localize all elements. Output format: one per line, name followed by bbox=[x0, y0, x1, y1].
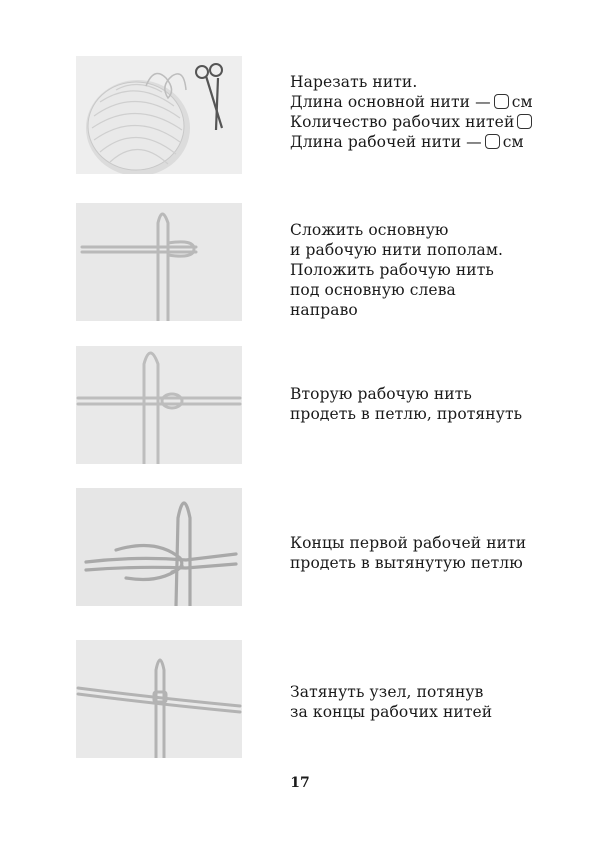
instruction-line bbox=[290, 92, 590, 112]
step-1-instructions bbox=[290, 72, 590, 152]
instruction-text: Количество рабочих нитей bbox=[290, 113, 515, 131]
step-3 bbox=[76, 346, 546, 466]
instruction-line bbox=[290, 112, 590, 132]
fill-in-box[interactable] bbox=[517, 114, 532, 129]
instruction-line: Вторую рабочую нить bbox=[290, 385, 472, 403]
step-3-instructions bbox=[290, 384, 590, 424]
instruction-line: направо bbox=[290, 301, 358, 319]
cords-folded-illustration bbox=[76, 203, 242, 321]
instruction-line: Концы первой рабочей нити bbox=[290, 534, 527, 552]
instruction-text: Нарезать нити. bbox=[290, 73, 418, 91]
tightened-knot-illustration bbox=[76, 640, 242, 758]
step-5-photo bbox=[76, 640, 242, 758]
yarn-and-scissors-photo bbox=[76, 56, 242, 174]
step-2-instructions bbox=[290, 220, 590, 320]
instruction-line: под основную слева bbox=[290, 281, 456, 299]
step-4-photo bbox=[76, 488, 242, 606]
step-3-photo bbox=[76, 346, 242, 464]
page-number: 17 bbox=[290, 775, 310, 791]
instruction-text: Длина рабочей нити — bbox=[290, 133, 482, 151]
step-5-instructions bbox=[290, 682, 590, 722]
step-4 bbox=[76, 488, 546, 608]
instruction-line bbox=[290, 132, 590, 152]
fill-in-box[interactable] bbox=[494, 94, 509, 109]
unit-label: см bbox=[511, 93, 533, 111]
step-1 bbox=[76, 56, 546, 176]
step-2 bbox=[76, 203, 546, 323]
step-2-photo bbox=[76, 203, 242, 321]
instruction-line: и рабочую нити пополам. bbox=[290, 241, 504, 259]
step-5 bbox=[76, 640, 546, 760]
instruction-line: Положить рабочую нить bbox=[290, 261, 494, 279]
fill-in-box[interactable] bbox=[485, 134, 500, 149]
instruction-line: продеть в петлю, протянуть bbox=[290, 405, 523, 423]
instruction-line bbox=[290, 72, 590, 92]
instruction-line: Затянуть узел, потянув bbox=[290, 683, 484, 701]
yarn-and-scissors-illustration bbox=[76, 56, 242, 174]
instruction-line: Сложить основную bbox=[290, 221, 449, 239]
instruction-text: Длина основной нити — bbox=[290, 93, 491, 111]
unit-label: см bbox=[502, 133, 524, 151]
instruction-line: продеть в вытянутую петлю bbox=[290, 554, 523, 572]
loop-pulled-illustration bbox=[76, 346, 242, 464]
instruction-line: за концы рабочих нитей bbox=[290, 703, 493, 721]
ends-through-loop-illustration bbox=[76, 488, 242, 606]
step-4-instructions bbox=[290, 533, 590, 573]
